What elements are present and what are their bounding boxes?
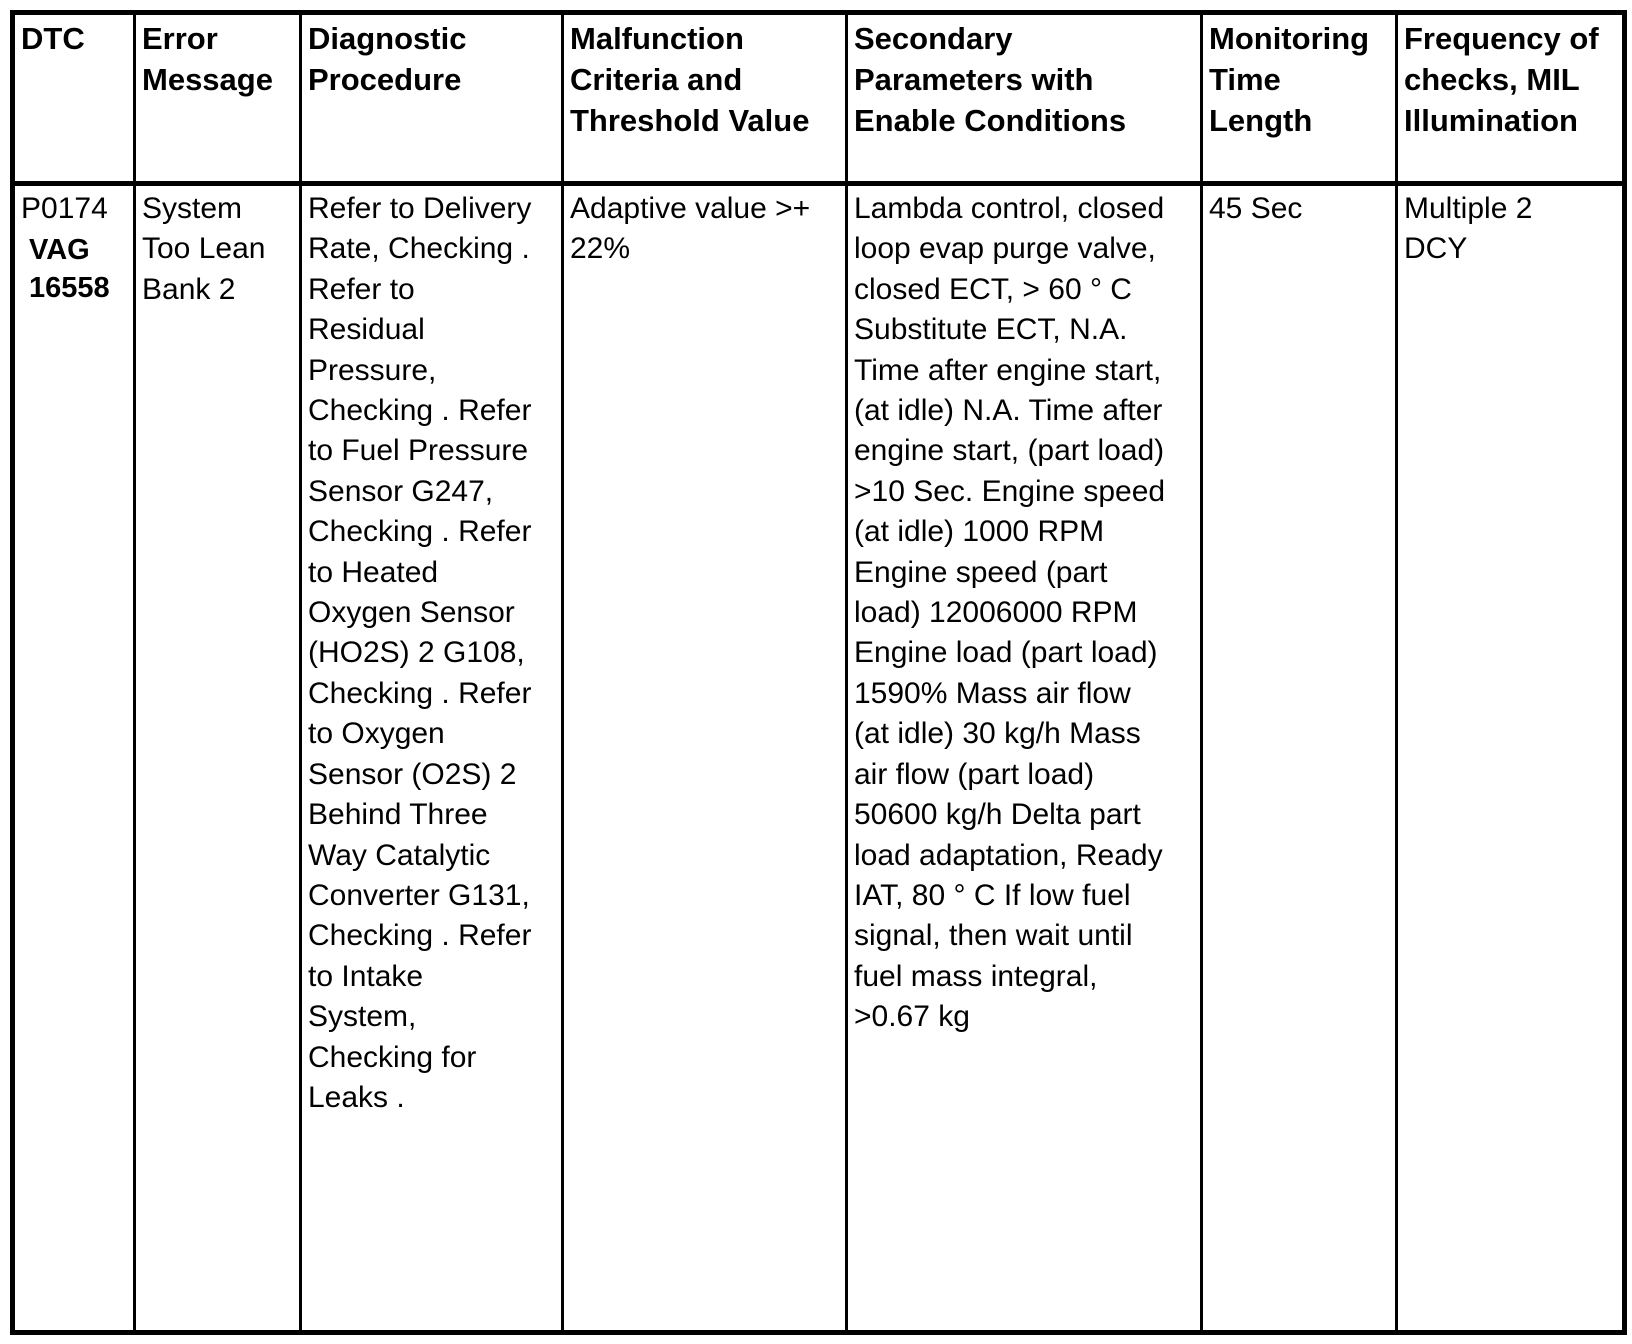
dtc-code: P0174 [21, 192, 108, 225]
cell-error-message: System Too Lean Bank 2 [135, 184, 301, 1333]
dtc-table [10, 10, 1627, 1335]
cell-secondary-parameters: Lambda control, closed loop evap purge valve, closed ECT, > 60 ° C Substitute ECT, N.A. Time after engine start, (at idle) N.A. Time after engine start, (part load) >10 Sec. Engine speed (at idle) 1000 RPM Engine speed (part load) 12006000 RPM Engine load (part load) 1590% Mass air flow (at idle) 30 kg/h Mass air flow (part load) 50600 kg/h Delta part load adaptation, Ready IAT, 80 ° C If low fuel signal, then wait until fuel mass integral, >0.67 kg [847, 184, 1202, 1333]
header-malfunction-criteria: Malfunction Criteria and Threshold Value [563, 13, 847, 184]
cell-dtc [13, 184, 135, 1333]
cell-diagnostic-procedure: Refer to Delivery Rate, Checking . Refer to Residual Pressure, Checking . Refer to Fuel Pressure Sensor G247, Checking . Refer to Heated Oxygen Sensor (HO2S) 2 G108, Checking . Refer to Oxygen Sensor (O2S) 2 Behind Three Way Catalytic Converter G131, Checking . Refer to Intake System, Checking for Leaks . [301, 184, 563, 1333]
header-dtc: DTC [13, 13, 135, 184]
header-frequency-mil: Frequency of checks, MIL Illumination [1397, 13, 1625, 184]
header-secondary-parameters: Secondary Parameters with Enable Conditions [847, 13, 1202, 184]
header-diagnostic-procedure: Diagnostic Procedure [301, 13, 563, 184]
header-row [13, 13, 1625, 184]
header-error-message: Error Message [135, 13, 301, 184]
cell-malfunction-criteria: Adaptive value >+ 22% [563, 184, 847, 1333]
cell-monitoring-time: 45 Sec [1202, 184, 1397, 1333]
vag-code: VAG 16558 [29, 234, 110, 305]
table-row [13, 184, 1625, 1333]
header-monitoring-time: Monitoring Time Length [1202, 13, 1397, 184]
cell-frequency-mil: Multiple 2 DCY [1397, 184, 1625, 1333]
